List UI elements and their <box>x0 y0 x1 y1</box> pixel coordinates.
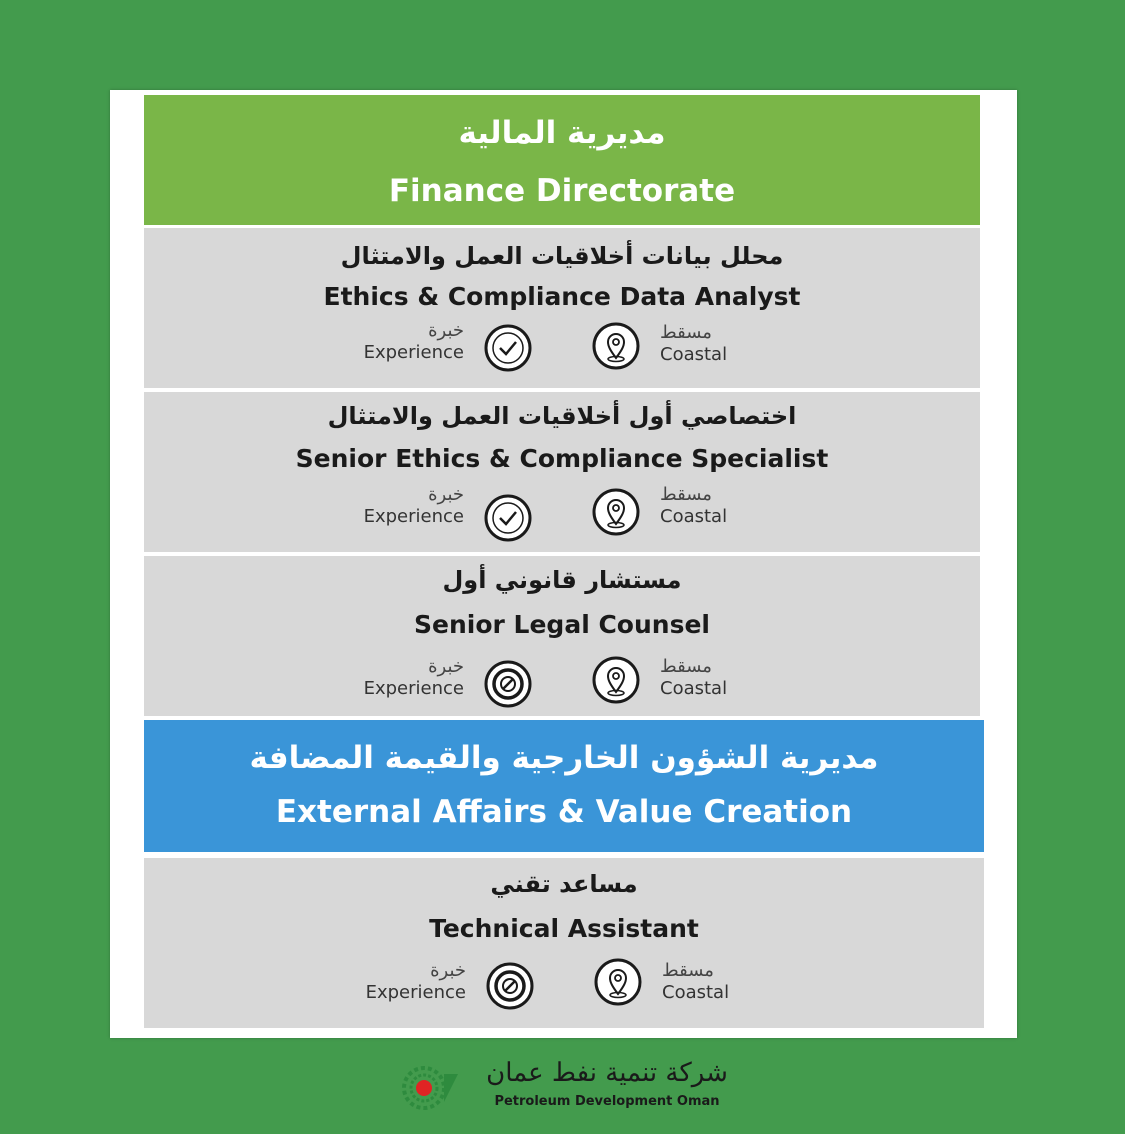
finance-title-en: Finance Directorate <box>388 173 736 209</box>
experience-label-ar: خبرة <box>428 656 464 677</box>
job-title-en: Senior Legal Counsel <box>414 610 710 639</box>
location-pin-icon <box>592 488 640 536</box>
finance-directorate-header <box>144 95 980 225</box>
experience-label-ar: خبرة <box>428 484 464 505</box>
location-label-ar: مسقط <box>660 322 712 343</box>
target-circle-icon <box>484 660 532 708</box>
experience-label-ar: خبرة <box>428 320 464 341</box>
location-pin-icon <box>592 322 640 370</box>
job-card[interactable] <box>144 858 984 1028</box>
target-circle-icon <box>486 962 534 1010</box>
pdo-logo-icon <box>400 1062 462 1114</box>
job-title-ar: محلل بيانات أخلاقيات العمل والامتثال <box>340 242 784 270</box>
job-listing-card <box>110 90 1017 1038</box>
experience-label-en: Experience <box>365 982 466 1003</box>
experience-label <box>344 656 464 700</box>
external-title-ar: مديرية الشؤون الخارجية والقيمة المضافة <box>249 740 879 776</box>
location-pin-icon <box>594 958 642 1006</box>
job-title-en: Senior Ethics & Compliance Specialist <box>295 444 829 473</box>
job-title-en: Ethics & Compliance Data Analyst <box>323 282 801 311</box>
company-name-en: Petroleum Development Oman <box>494 1094 720 1109</box>
job-title-ar: اختصاصي أول أخلاقيات العمل والامتثال <box>327 402 797 430</box>
location-label-en: Coastal <box>660 678 728 699</box>
finance-title-ar: مديرية المالية <box>458 115 666 151</box>
experience-label-en: Experience <box>363 506 464 527</box>
job-title-en: Technical Assistant <box>429 914 699 943</box>
experience-label-ar: خبرة <box>430 960 466 981</box>
location-label-ar: مسقط <box>660 656 712 677</box>
location-label-ar: مسقط <box>662 960 714 981</box>
location-label-ar: مسقط <box>660 484 712 505</box>
experience-label-en: Experience <box>363 678 464 699</box>
checkmark-circle-icon <box>484 494 532 542</box>
location-label-en: Coastal <box>660 344 728 365</box>
checkmark-circle-icon <box>484 324 532 372</box>
experience-label <box>344 484 464 528</box>
location-pin-icon <box>592 656 640 704</box>
external-affairs-header <box>144 720 984 852</box>
location-label-en: Coastal <box>660 506 728 527</box>
company-name-ar: شركة تنمية نفط عمان <box>486 1058 728 1088</box>
location-label <box>660 322 780 366</box>
location-label <box>662 960 782 1004</box>
external-title-en: External Affairs & Value Creation <box>275 794 853 830</box>
experience-label <box>346 960 466 1004</box>
company-footer <box>400 1058 740 1114</box>
job-card[interactable] <box>144 228 980 388</box>
experience-label <box>344 320 464 364</box>
location-label-en: Coastal <box>662 982 730 1003</box>
job-title-ar: مساعد تقني <box>490 870 638 898</box>
job-card[interactable] <box>144 392 980 552</box>
location-label <box>660 656 780 700</box>
job-title-ar: مستشار قانوني أول <box>442 566 682 594</box>
experience-label-en: Experience <box>363 342 464 363</box>
location-label <box>660 484 780 528</box>
job-card[interactable] <box>144 556 980 716</box>
